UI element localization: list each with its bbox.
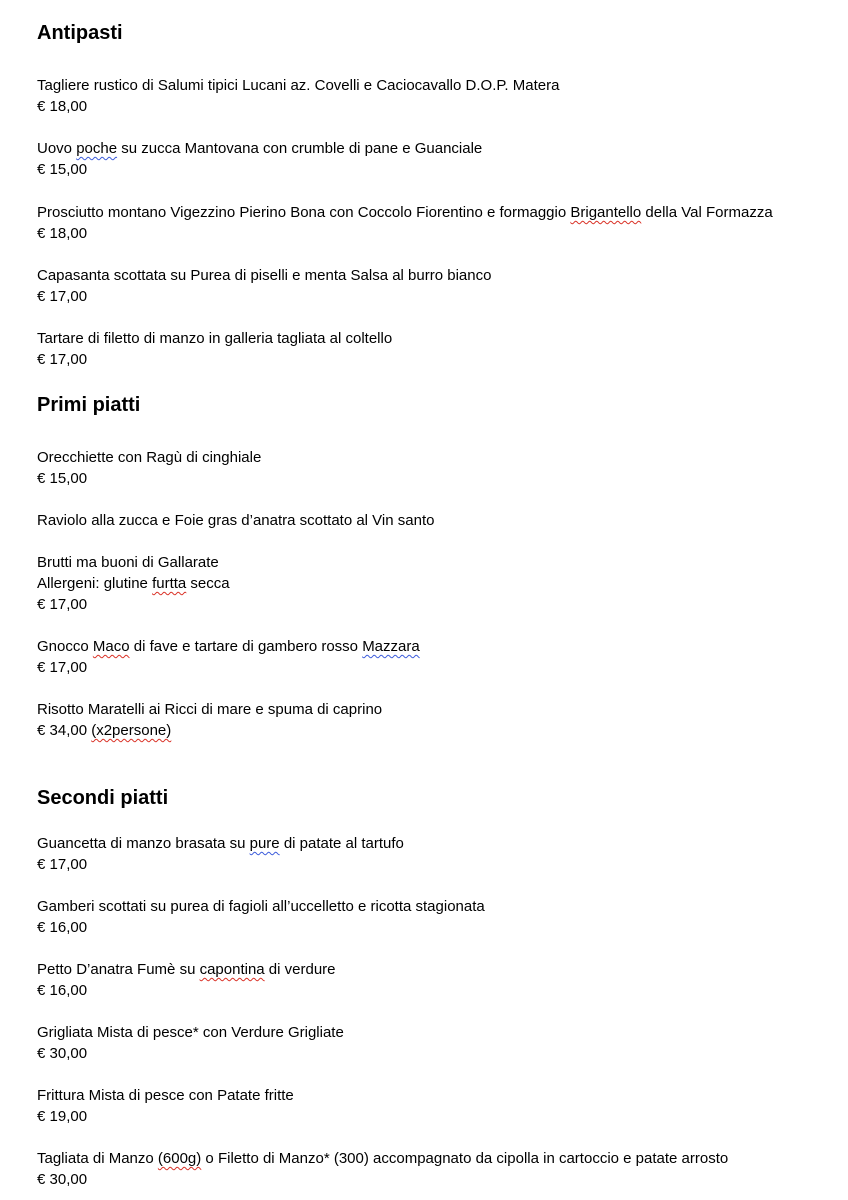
menu-item-name: Risotto Maratelli ai Ricci di mare e spuma di caprino xyxy=(37,701,383,718)
menu-item-price: € 17,00 xyxy=(37,856,88,873)
menu-item-name: Petto D’anatra Fumè su capontina di verdure xyxy=(37,961,336,978)
menu-item-price: € 30,00 xyxy=(37,1045,88,1062)
menu-item-name: Tagliata di Manzo (600g) o Filetto di Manzo* (300) accompagnato da cipolla in cartoccio e patate arrosto xyxy=(37,1150,729,1167)
menu-item-price: € 16,00 xyxy=(37,982,88,999)
menu-item-price: € 17,00 xyxy=(37,659,88,676)
section-heading-primi: Primi piatti xyxy=(37,394,141,416)
spellcheck-flag: capontina xyxy=(199,961,265,978)
menu-item-allergens: Allergeni: glutine furtta secca xyxy=(37,575,230,592)
spellcheck-flag: pure xyxy=(249,835,280,852)
spellcheck-flag: poche xyxy=(76,140,118,157)
menu-item-name: Capasanta scottata su Purea di piselli e menta Salsa al burro bianco xyxy=(37,267,492,284)
menu-item-price: € 17,00 xyxy=(37,351,88,368)
menu-item-name: Raviolo alla zucca e Foie gras d’anatra scottato al Vin santo xyxy=(37,512,435,529)
spellcheck-flag: Brigantello xyxy=(570,204,642,221)
menu-item-price: € 19,00 xyxy=(37,1108,88,1125)
menu-item-price: € 15,00 xyxy=(37,161,88,178)
menu-item-price: € 17,00 xyxy=(37,288,88,305)
menu-item-name: Gnocco Maco di fave e tartare di gambero rosso Mazzara xyxy=(37,638,420,655)
menu-item-name: Brutti ma buoni di Gallarate xyxy=(37,554,219,571)
section-heading-secondi: Secondi piatti xyxy=(37,787,169,809)
spellcheck-flag: (600g) xyxy=(157,1150,202,1167)
menu-item-name: Uovo poche su zucca Mantovana con crumble di pane e Guanciale xyxy=(37,140,483,157)
menu-item-price: € 30,00 xyxy=(37,1171,88,1188)
menu-item-name: Prosciutto montano Vigezzino Pierino Bona con Coccolo Fiorentino e formaggio Brigantello della Val Formazza xyxy=(37,204,773,221)
menu-item-price: € 34,00 (x2persone) xyxy=(37,722,172,739)
spellcheck-flag: (x2persone) xyxy=(91,722,172,739)
spellcheck-flag: Mazzara xyxy=(362,638,420,655)
menu-item-price: € 18,00 xyxy=(37,98,88,115)
menu-item-name: Frittura Mista di pesce con Patate fritte xyxy=(37,1087,294,1104)
menu-item-name: Guancetta di manzo brasata su pure di patate al tartufo xyxy=(37,835,404,852)
menu-item-name: Orecchiette con Ragù di cinghiale xyxy=(37,449,262,466)
menu-item-name: Tartare di filetto di manzo in galleria tagliata al coltello xyxy=(37,330,393,347)
menu-item-price: € 18,00 xyxy=(37,225,88,242)
menu-item-price: € 16,00 xyxy=(37,919,88,936)
menu-item-price: € 15,00 xyxy=(37,470,88,487)
spellcheck-flag: Maco xyxy=(92,638,130,655)
menu-item-price: € 17,00 xyxy=(37,596,88,613)
section-heading-antipasti: Antipasti xyxy=(37,22,123,44)
menu-item-name: Tagliere rustico di Salumi tipici Lucani az. Covelli e Caciocavallo D.O.P. Matera xyxy=(37,77,560,94)
spellcheck-flag: furtta xyxy=(152,575,187,592)
menu-item-name: Grigliata Mista di pesce* con Verdure Grigliate xyxy=(37,1024,344,1041)
menu-item-name: Gamberi scottati su purea di fagioli all’uccelletto e ricotta stagionata xyxy=(37,898,485,915)
